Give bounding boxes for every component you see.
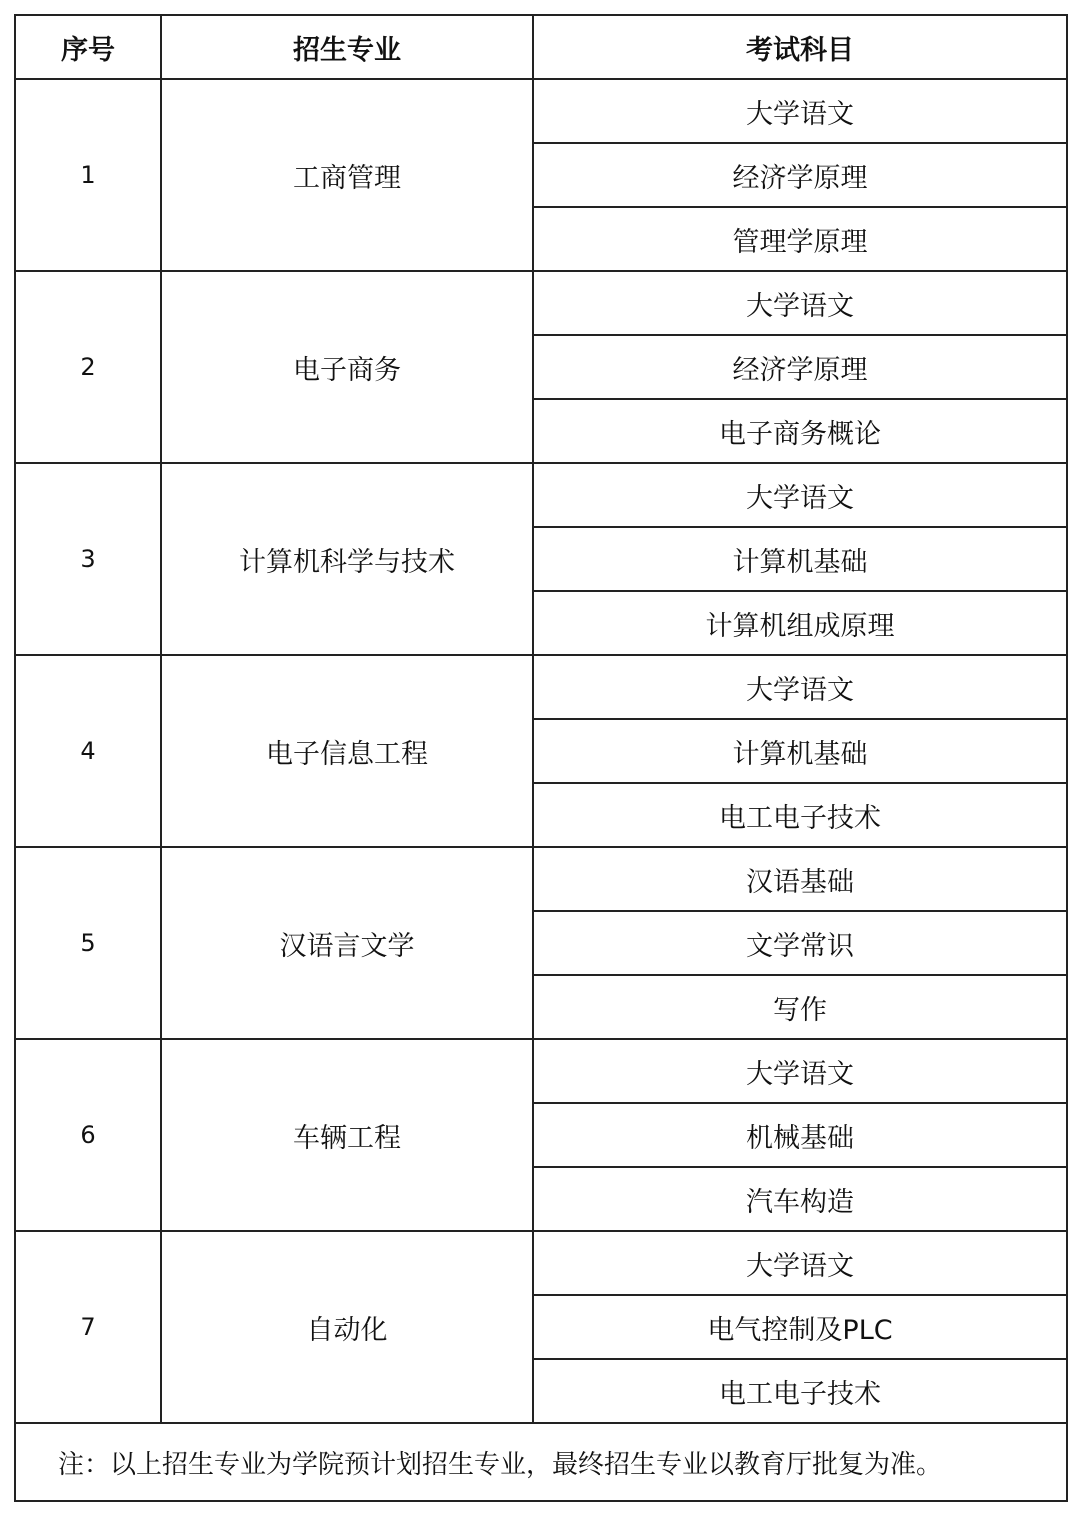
table-header-row xyxy=(15,15,1067,79)
seq-cell: 6 xyxy=(15,1039,161,1231)
header-subjects: 考试科目 xyxy=(533,15,1067,79)
major-cell: 自动化 xyxy=(161,1231,533,1423)
subject-cell: 电工电子技术 xyxy=(533,1359,1067,1423)
subject-cell: 电子商务概论 xyxy=(533,399,1067,463)
subject-cell: 大学语文 xyxy=(533,79,1067,143)
subject-cell: 经济学原理 xyxy=(533,335,1067,399)
subject-cell: 文学常识 xyxy=(533,911,1067,975)
seq-cell: 3 xyxy=(15,463,161,655)
subject-cell: 计算机基础 xyxy=(533,527,1067,591)
major-cell: 电子信息工程 xyxy=(161,655,533,847)
subject-cell: 大学语文 xyxy=(533,463,1067,527)
subject-cell: 大学语文 xyxy=(533,1231,1067,1295)
subject-cell: 汉语基础 xyxy=(533,847,1067,911)
subject-cell: 计算机基础 xyxy=(533,719,1067,783)
note-row xyxy=(15,1423,1067,1501)
header-major: 招生专业 xyxy=(161,15,533,79)
table-row xyxy=(15,79,1067,143)
seq-cell: 7 xyxy=(15,1231,161,1423)
seq-cell: 1 xyxy=(15,79,161,271)
major-cell: 车辆工程 xyxy=(161,1039,533,1231)
subject-cell: 大学语文 xyxy=(533,271,1067,335)
table-row xyxy=(15,847,1067,911)
footnote: 注：以上招生专业为学院预计划招生专业，最终招生专业以教育厅批复为准。 xyxy=(15,1423,1067,1501)
seq-cell: 5 xyxy=(15,847,161,1039)
subject-cell: 汽车构造 xyxy=(533,1167,1067,1231)
subject-cell: 经济学原理 xyxy=(533,143,1067,207)
subject-cell: 管理学原理 xyxy=(533,207,1067,271)
subject-cell: 写作 xyxy=(533,975,1067,1039)
subject-cell: 电气控制及PLC xyxy=(533,1295,1067,1359)
subject-cell: 大学语文 xyxy=(533,1039,1067,1103)
header-seq: 序号 xyxy=(15,15,161,79)
table-row xyxy=(15,463,1067,527)
enrollment-table xyxy=(14,14,1068,1502)
table-body xyxy=(15,79,1067,1423)
table-row xyxy=(15,271,1067,335)
major-cell: 电子商务 xyxy=(161,271,533,463)
table-row xyxy=(15,1039,1067,1103)
subject-cell: 计算机组成原理 xyxy=(533,591,1067,655)
major-cell: 汉语言文学 xyxy=(161,847,533,1039)
seq-cell: 2 xyxy=(15,271,161,463)
subject-cell: 机械基础 xyxy=(533,1103,1067,1167)
subject-cell: 电工电子技术 xyxy=(533,783,1067,847)
subject-cell: 大学语文 xyxy=(533,655,1067,719)
table-row xyxy=(15,1231,1067,1295)
table-row xyxy=(15,655,1067,719)
major-cell: 计算机科学与技术 xyxy=(161,463,533,655)
major-cell: 工商管理 xyxy=(161,79,533,271)
seq-cell: 4 xyxy=(15,655,161,847)
